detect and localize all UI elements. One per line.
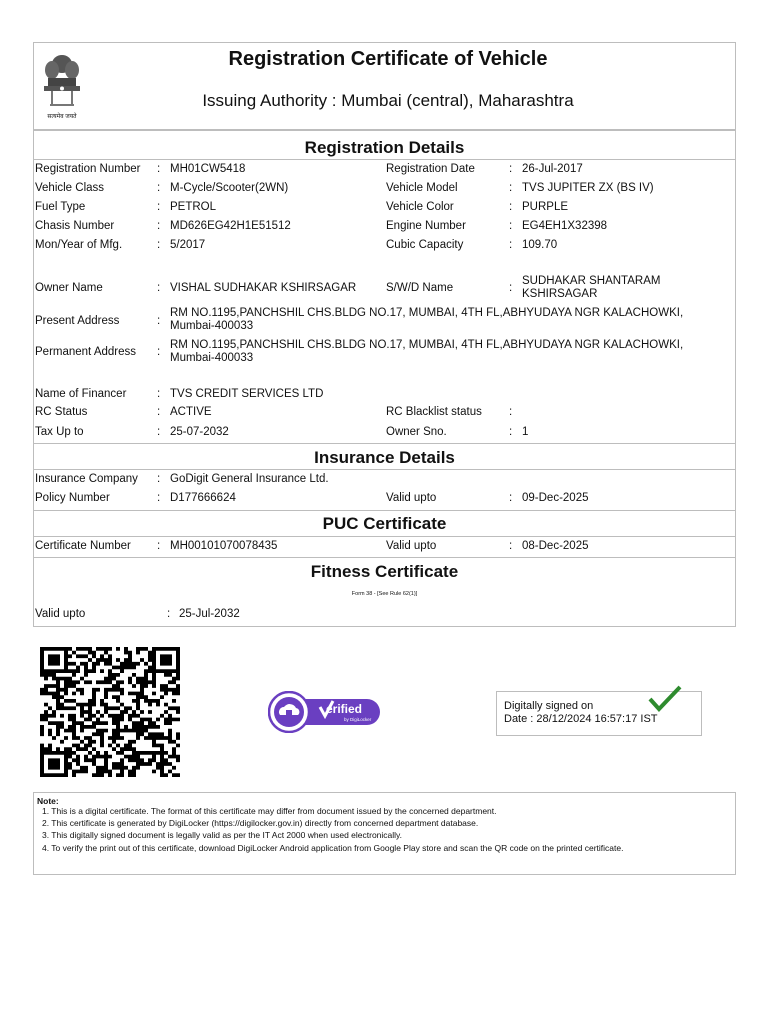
field-label: Owner Name [35, 282, 103, 294]
puc-valid-value: 08-Dec-2025 [522, 540, 589, 552]
insurance-company-value: GoDigit General Insurance Ltd. [170, 473, 329, 485]
field-label: Name of Financer [35, 388, 127, 400]
divider [33, 443, 736, 444]
separator: : [157, 473, 161, 485]
separator: : [509, 163, 513, 175]
field-label: RC Blacklist status [386, 406, 482, 418]
notes-title: Note: [37, 796, 59, 806]
separator: : [157, 163, 161, 175]
field-label: Permanent Address [35, 346, 137, 358]
field-label: Vehicle Color [386, 201, 454, 213]
separator: : [157, 201, 161, 213]
verified-subtext: by DigiLocker [344, 717, 372, 722]
fitness-heading: Fitness Certificate [310, 562, 459, 581]
divider [33, 536, 736, 537]
fuel-type-value: PETROL [170, 201, 217, 213]
check-icon [648, 685, 682, 713]
separator: : [157, 239, 161, 251]
separator: : [509, 426, 513, 438]
cubic-capacity-value: 109.70 [522, 239, 558, 251]
rc-status-value: ACTIVE [170, 406, 212, 418]
separator: : [157, 182, 161, 194]
emblem-motto: सत्यमेव जयते [47, 114, 77, 120]
divider [33, 510, 736, 511]
separator: : [509, 282, 513, 294]
field-label: Vehicle Model [386, 182, 458, 194]
note-item: 4. To verify the print out of this certificate, download DigiLocker Android application from Google Play store and scan the QR code on the printed certificate. [42, 843, 624, 853]
field-label: Policy Number [35, 492, 110, 504]
field-label: Certificate Number [35, 540, 131, 552]
signed-date: Date : 28/12/2024 16:57:17 IST [504, 713, 658, 725]
verified-badge [268, 691, 382, 733]
form-reference: Form 38 - [See Rule 62(1)] [351, 591, 418, 597]
registration-number-value: MH01CW5418 [170, 163, 246, 175]
present-address-value: RM NO.1195,PANCHSHIL CHS.BLDG NO.17, MUMBAI, 4TH FL,ABHYUDAYA NGR KALACHOWKI, Mumbai-400033 [170, 307, 684, 332]
vehicle-class-value: M-Cycle/Scooter(2WN) [170, 182, 289, 194]
policy-number-value: D177666624 [170, 492, 236, 504]
separator: : [157, 315, 161, 327]
field-label: Owner Sno. [386, 426, 447, 438]
swd-name-value: SUDHAKAR SHANTARAM KSHIRSAGAR [522, 275, 661, 300]
field-label: Valid upto [386, 540, 437, 552]
separator: : [157, 220, 161, 232]
separator: : [509, 220, 513, 232]
permanent-address-value: RM NO.1195,PANCHSHIL CHS.BLDG NO.17, MUMBAI, 4TH FL,ABHYUDAYA NGR KALACHOWKI, Mumbai-400033 [170, 339, 684, 364]
note-item: 1. This is a digital certificate. The format of this certificate may differ from document issued by the concerned department. [42, 806, 497, 816]
field-label: Valid upto [386, 492, 437, 504]
separator: : [157, 540, 161, 552]
puc-heading: PUC Certificate [322, 514, 447, 533]
separator: : [157, 282, 161, 294]
engine-number-value: EG4EH1X32398 [522, 220, 608, 232]
financer-value: TVS CREDIT SERVICES LTD [170, 388, 324, 400]
verified-text: erified [326, 702, 363, 716]
chasis-number-value: MD626EG42H1E51512 [170, 220, 291, 232]
separator: : [509, 492, 513, 504]
signed-on-label: Digitally signed on [504, 700, 594, 712]
separator: : [157, 492, 161, 504]
mfg-date-value: 5/2017 [170, 239, 206, 251]
field-label: Mon/Year of Mfg. [35, 239, 123, 251]
page-title: Registration Certificate of Vehicle [228, 48, 548, 70]
separator: : [157, 346, 161, 358]
fitness-valid-value: 25-Jul-2032 [179, 608, 240, 620]
registration-date-value: 26-Jul-2017 [522, 163, 583, 175]
field-label: Registration Number [35, 163, 141, 175]
insurance-heading: Insurance Details [314, 448, 455, 467]
separator: : [509, 201, 513, 213]
vehicle-color-value: PURPLE [522, 201, 569, 213]
registration-heading: Registration Details [304, 138, 465, 157]
tax-upto-value: 25-07-2032 [170, 426, 229, 438]
issuing-authority: Issuing Authority : Mumbai (central), Maharashtra [202, 91, 574, 110]
separator: : [509, 540, 513, 552]
insurance-valid-value: 09-Dec-2025 [522, 492, 589, 504]
qr-modules [40, 647, 180, 777]
field-label: Present Address [35, 315, 120, 327]
note-item: 3. This digitally signed document is legally valid as per the IT Act 2000 when used electronically. [42, 830, 403, 840]
divider [33, 159, 736, 160]
vehicle-model-value: TVS JUPITER ZX (BS IV) [522, 182, 654, 194]
separator: : [509, 406, 513, 418]
owner-sno-value: 1 [522, 426, 529, 438]
note-item: 2. This certificate is generated by DigiLocker (https://digilocker.gov.in) directly from concerned department database. [42, 818, 479, 828]
owner-name-value: VISHAL SUDHAKAR KSHIRSAGAR [170, 282, 357, 294]
separator: : [157, 388, 161, 400]
field-label: Cubic Capacity [386, 239, 464, 251]
divider [33, 469, 736, 470]
separator: : [509, 182, 513, 194]
field-label: Engine Number [386, 220, 466, 232]
divider [33, 557, 736, 558]
field-label: RC Status [35, 406, 88, 418]
field-label: Tax Up to [35, 426, 84, 438]
field-label: S/W/D Name [386, 282, 454, 294]
separator: : [157, 426, 161, 438]
details-box [33, 130, 736, 627]
separator: : [167, 608, 171, 620]
field-label: Valid upto [35, 608, 86, 620]
qr-code [40, 647, 180, 777]
field-label: Vehicle Class [35, 182, 105, 194]
field-label: Registration Date [386, 163, 475, 175]
separator: : [157, 406, 161, 418]
field-label: Fuel Type [35, 201, 86, 213]
puc-number-value: MH00101070078435 [170, 540, 278, 552]
field-label: Chasis Number [35, 220, 115, 232]
field-label: Insurance Company [35, 473, 138, 485]
separator: : [509, 239, 513, 251]
